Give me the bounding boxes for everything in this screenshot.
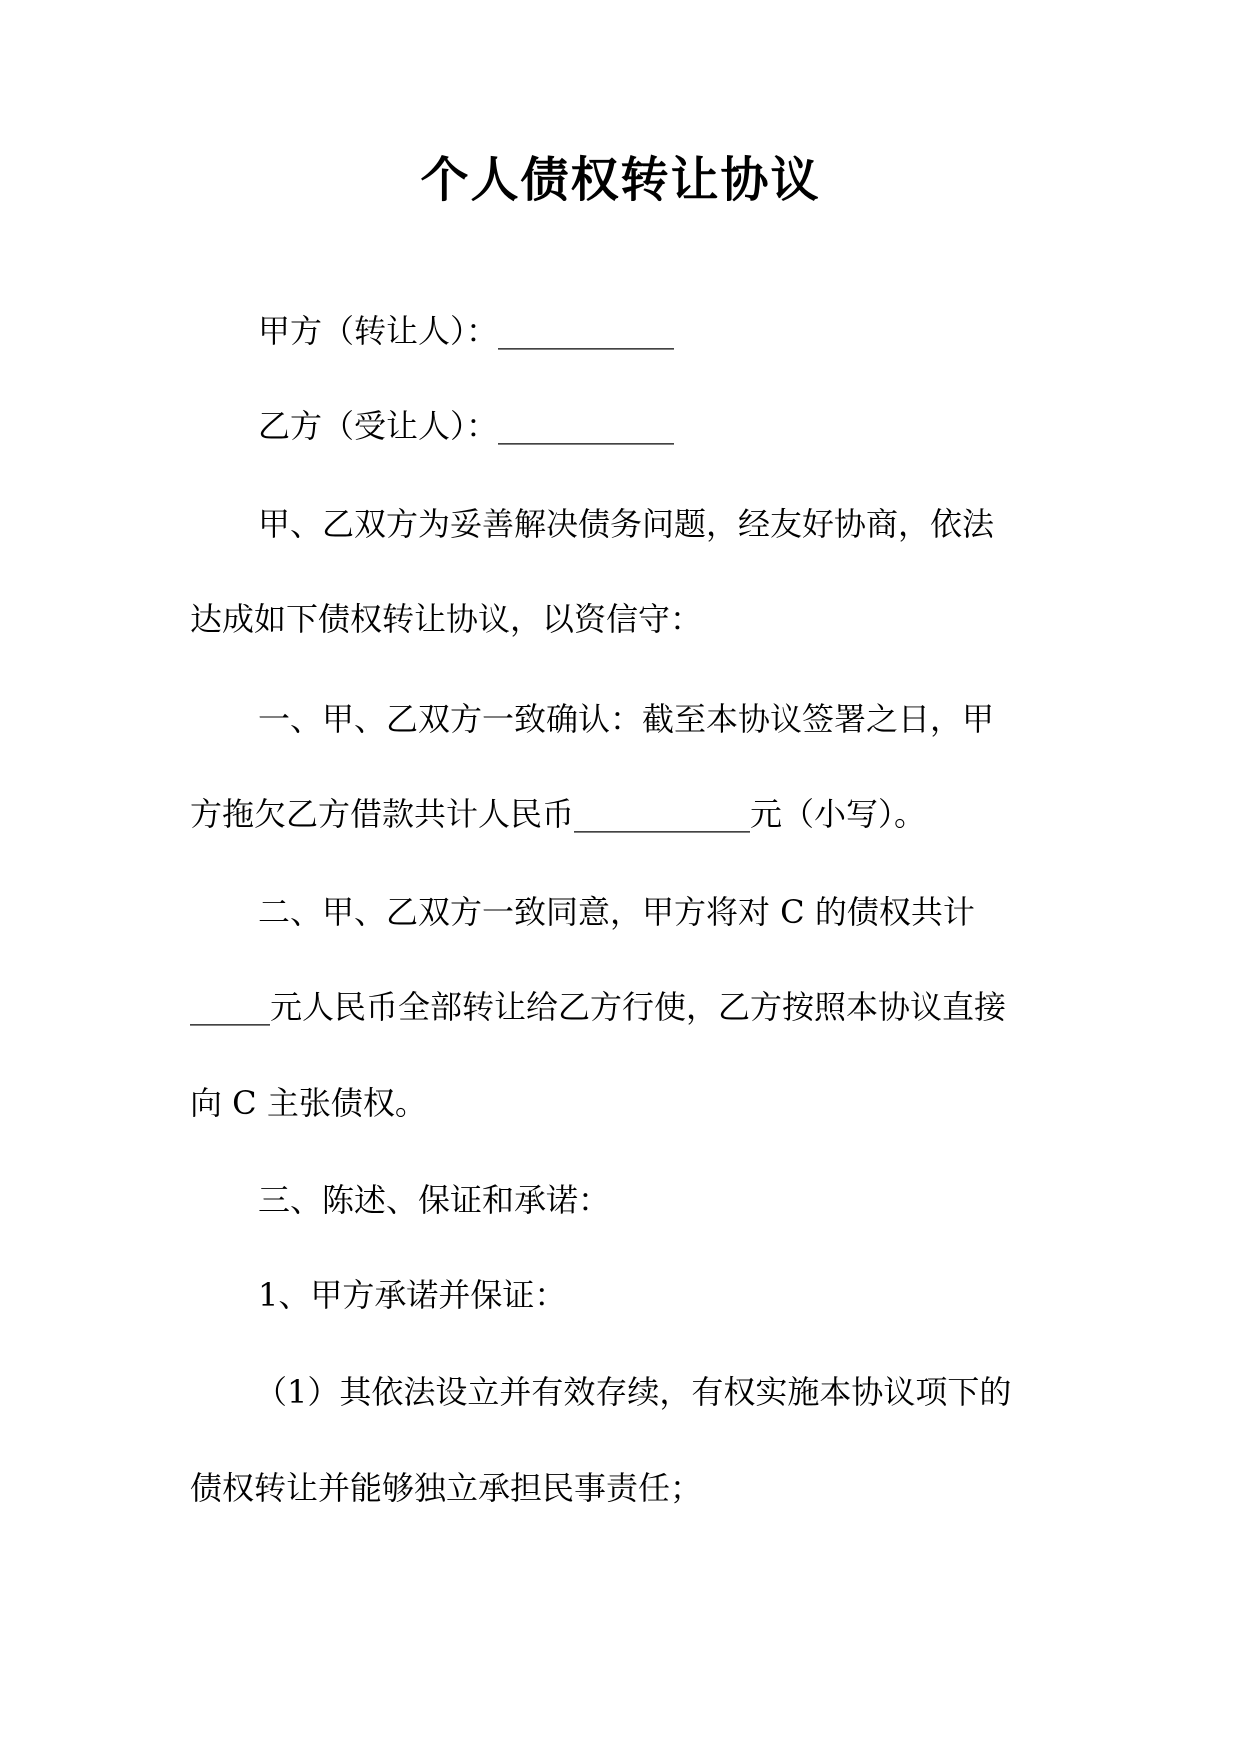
- clause-1-line-1: 一、甲、乙双方一致确认：截至本协议签署之日，甲: [258, 700, 995, 738]
- party-b-line: 乙方（受让人）：___________: [258, 407, 675, 445]
- clause-3-subitem-1-line-2: 债权转让并能够独立承担民事责任；: [190, 1469, 703, 1507]
- clause-3-heading: 三、陈述、保证和承诺：: [258, 1181, 611, 1219]
- clause-2-line-3: 向 C 主张债权。: [190, 1084, 427, 1122]
- clause-3-subitem-1-line-1: （1）其依法设立并有效存续，有权实施本协议项下的: [255, 1373, 1012, 1411]
- clause-3-item-1: 1、甲方承诺并保证：: [258, 1276, 567, 1314]
- clause-2-line-1: 二、甲、乙双方一致同意，甲方将对 C 的债权共计: [258, 893, 975, 931]
- clause-1-line-2: 方拖欠乙方借款共计人民币___________元（小写）。: [190, 795, 927, 833]
- intro-paragraph-line-1: 甲、乙双方为妥善解决债务问题，经友好协商，依法: [258, 505, 995, 543]
- intro-paragraph-line-2: 达成如下债权转让协议，以资信守：: [190, 600, 703, 638]
- document-title: 个人债权转让协议: [420, 152, 821, 208]
- party-a-line: 甲方（转让人）：___________: [258, 312, 675, 350]
- clause-2-line-2: _____元人民币全部转让给乙方行使，乙方按照本协议直接: [190, 988, 1007, 1026]
